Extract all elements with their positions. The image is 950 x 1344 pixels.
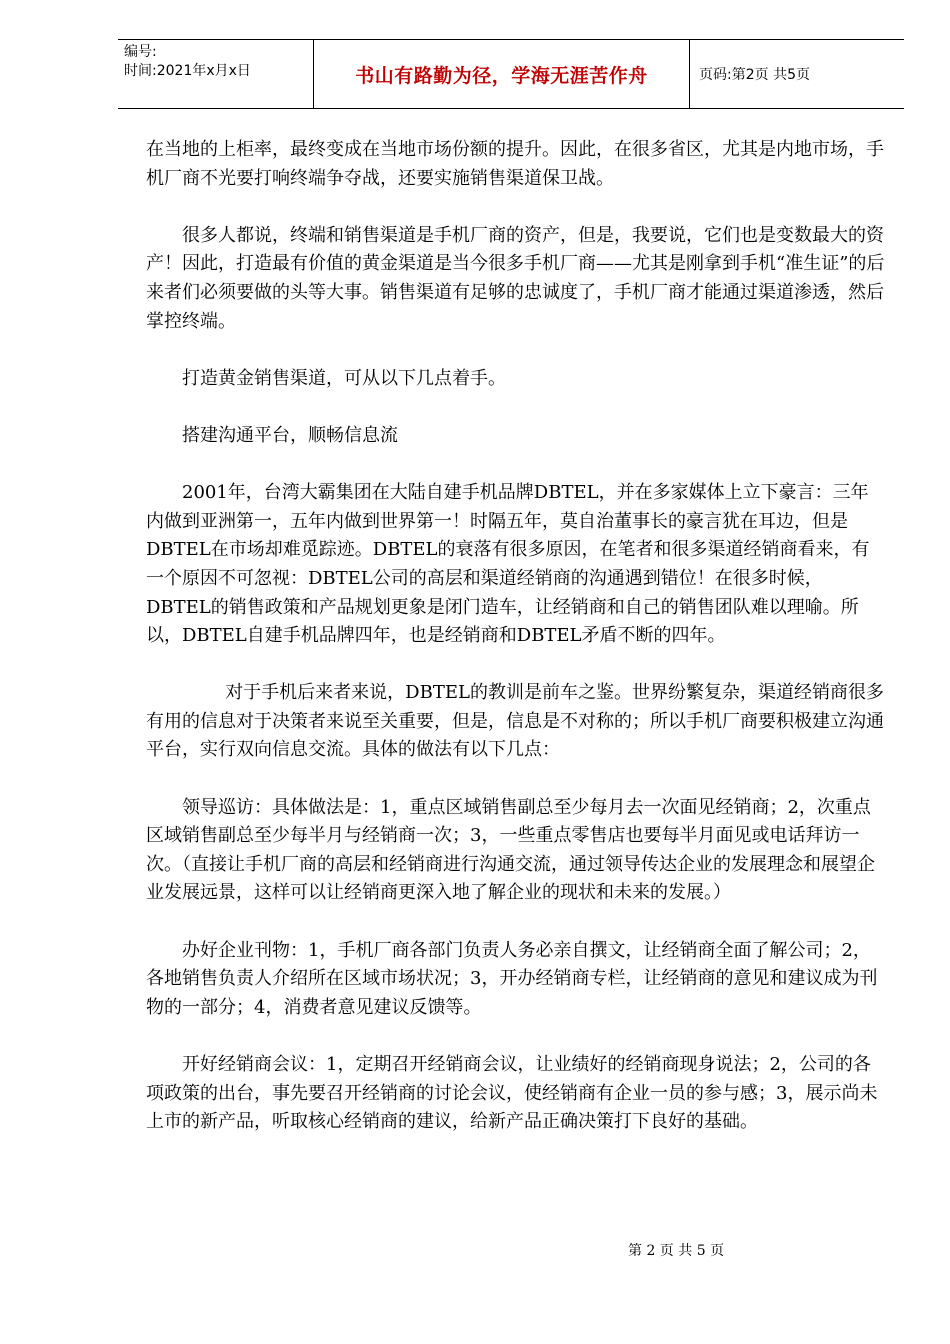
paragraph-4: 2001年，台湾大霸集团在大陆自建手机品牌DBTEL，并在多家媒体上立下豪言：三年内做到亚洲第一，五年内做到世界第一！时隔五年，莫自治董事长的豪言犹在耳边，但是DBTEL在市场却难觅踪迹。DBTEL的衰落有很多原因，在笔者和很多渠道经销商看来，有一个原因不可忽视：DBTEL公司的高层和渠道经销商的沟通遇到错位！在很多时候，DBTEL的销售政策和产品规划更象是闭门造车，让经销商和自己的销售团队难以理喻。所以，DBTEL自建手机品牌四年，也是经销商和DBTEL矛盾不断的四年。 <box>146 482 870 647</box>
paragraph-8: 开好经销商会议：1，定期召开经销商会议，让业绩好的经销商现身说法；2，公司的各项政策的出台，事先要召开经销商的讨论会议，使经销商有企业一员的参与感；3，展示尚未上市的新产品，听取核心经销商的建议，给新产品正确决策打下良好的基础。 <box>146 1054 878 1133</box>
document-time-label: 时间:2021年x月x日 <box>124 63 251 79</box>
page-footer: 第 2 页 共 5 页 <box>628 1243 725 1259</box>
paragraph-2: 很多人都说，终端和销售渠道是手机厂商的资产，但是，我要说，它们也是变数最大的资产！因此，打造最有价值的黄金渠道是当今很多手机厂商——尤其是刚拿到手机“准生证”的后来者们必须要做的头等大事。销售渠道有足够的忠诚度了，手机厂商才能通过渠道渗透，然后掌控终端。 <box>146 224 885 332</box>
paragraph-7: 办好企业刊物：1，手机厂商各部门负责人务必亲自撰文，让经销商全面了解公司；2，各地销售负责人介绍所在区域市场状况；3，开办经销商专栏，让经销商的意见和建议成为刊物的一部分；4，消费者意见建议反馈等。 <box>146 939 878 1018</box>
header-motto: 书山有路勤为径，学海无涯苦作舟 <box>314 40 690 108</box>
header-page-number: 页码:第2页 共5页 <box>699 67 810 83</box>
page-header <box>118 39 904 109</box>
paragraph-3: 打造黄金销售渠道，可从以下几点着手。 <box>182 367 506 389</box>
document-body <box>146 136 886 1165</box>
document-number-label: 编号: <box>124 44 157 60</box>
header-meta <box>118 40 314 108</box>
paragraph-5: 对于手机后来者来说，DBTEL的教训是前车之鉴。世界纷繁复杂，渠道经销商很多有用的信息对于决策者来说至关重要，但是，信息是不对称的；所以手机厂商要积极建立沟通平台，实行双向信息交流。具体的做法有以下几点： <box>146 682 884 761</box>
section-heading: 搭建沟通平台，顺畅信息流 <box>182 424 398 446</box>
paragraph-6: 领导巡访：具体做法是：1，重点区域销售副总至少每月去一次面见经销商；2，次重点区域销售副总至少每半月与经销商一次；3，一些重点零售店也要每半月面见或电话拜访一次。（直接让手机厂商的高层和经销商进行沟通交流，通过领导传达企业的发展理念和展望企业发展远景，这样可以让经销商更深入地了解企业的现状和未来的发展。） <box>146 796 875 904</box>
paragraph-1: 在当地的上柜率，最终变成在当地市场份额的提升。因此，在很多省区，尤其是内地市场，手机厂商不光要打响终端争夺战，还要实施销售渠道保卫战。 <box>146 139 884 189</box>
